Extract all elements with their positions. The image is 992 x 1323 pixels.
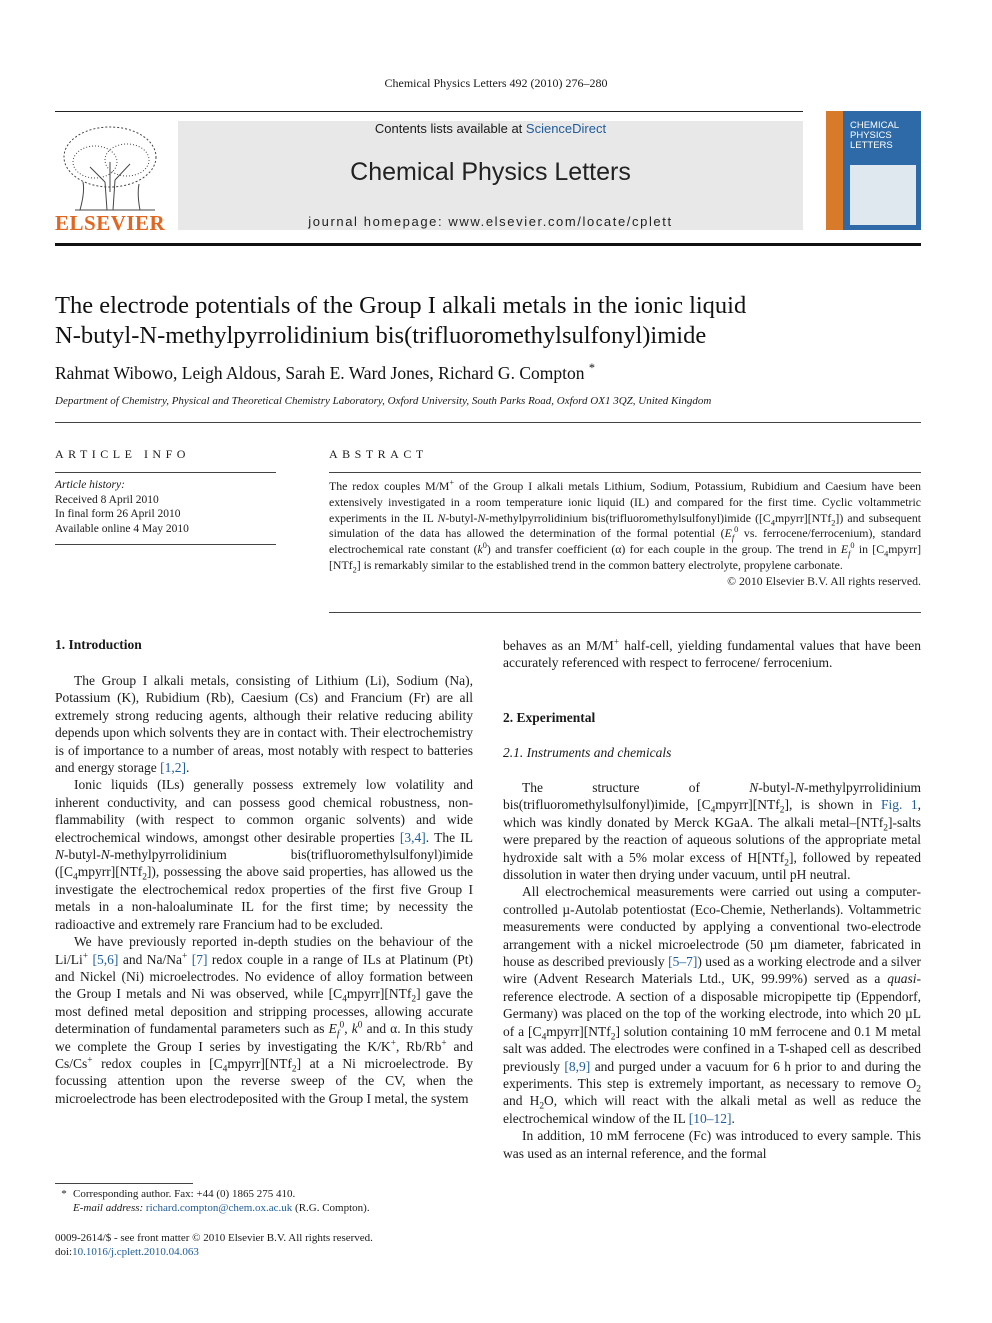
doi-link[interactable]: 10.1016/j.cplett.2010.04.063 [72,1246,199,1258]
article-history: Article history: Received 8 April 2010 In final form 26 April 2010 Available online 4 May 2010 [55,479,189,535]
elsevier-wordmark[interactable]: ELSEVIER [55,211,166,235]
journal-homepage[interactable]: journal homepage: www.elsevier.com/locate/cplett [308,214,673,229]
footnote: * Corresponding author. Fax: +44 (0) 1865 275 410. E-mail address: richard.compton@chem.ox.ac.uk (R.G. Compton). [61,1188,370,1214]
footnote-rule [55,1183,193,1184]
abstract-copyright: © 2010 Elsevier B.V. All rights reserved. [727,573,921,588]
header-rule [55,111,803,112]
abstract-bottom-rule [329,612,921,613]
article-info-bottom-rule [55,544,276,545]
abstract-rule [329,472,921,473]
experimental-body: The structure of N-butyl-N-methylpyrrolidinium bis(trifluoromethylsulfonyl)imide, $[C_4mpyrr][NTf_2]$, is shown in Fig. 1, which was kindly donated by Merck KGaA. The alkali metal–[NTf$_2$]-salts were prepared by the reaction of aqueous solutions of the appropriate metal hydroxide salt with a 5% molar excess of H[NTf$_2$], followed by repeated dissolution in water then drying under vacuum, until pH neutral. All electrochemical measurements were carried out using a computer-controlled µ-Autolab potentiostat (Eco-Chemie, Netherlands). Voltammetric measurements were conducted by applying a conventional two-electrode arrangement with a nickel microelectrode (50 µm diameter, fabricated in house as described previously [5–7]) used as a working electrode and a silver wire (Advent Research Materials Ltd., UK, 99.99%) served as a quasi-reference electrode. A section of a disposable micropipette tip (Eppendorf, Germany) was placed on the top of the working electrode, into which 20 µL of a $[C_4mpyrr][NTf_2]$ solution containing 10 mM ferrocene and 0.1 M metal salt was added. The electrodes were confined in a T-shaped cell as described previously [8,9] and purged under a vacuum for 6 h prior to and during the experiments. This step is extremely important, as necessary to remove $O_2$ and $H_2O$, which will react with the alkali metal as well as reduce the electrochemical window of the IL [10–12]. In addition, 10 mM ferrocene (Fc) was introduced to every sample. This was used as an internal reference, and the formal [503,780,921,1161]
contents-line [178,121,803,136]
article-title: The electrode potentials of the Group I alkali metals in the ionic liquid N-butyl-N-methylpyrrolidinium bis(trifluoromethylsulfonyl)imide [55,292,747,349]
sciencedirect-link[interactable]: ScienceDirect [525,121,607,136]
info-rule [55,422,921,423]
article-info-heading: ARTICLE INFO [55,447,190,461]
corresponding-author-mark[interactable]: * [588,361,595,376]
abstract-heading: ABSTRACT [329,447,428,461]
abstract-text: The redox couples M/M+ of the Group I alkali metals Lithium, Sodium, Potassium, Rubidium and Caesium have been extensively investigated in a room temperature ionic liquid (IL) and compared for the first time. Cyclic voltammetric experiments in the IL N-butyl-N-methylpyrrolidinium bis(trifluoromethylsulfonyl)imide $([C_4mpyrr][NTf_2])$ and subsequent simulation of the data has allowed the determination of the formal potential ($E_f^0$ vs. ferrocene/ferrocenium), standard electrochemical rate constant $(k^0)$ and transfer coefficient (α) for each couple in the group. The trend in $E_f^0$ in $[C_4mpyrr][NTf_2]$ is remarkably similar to the established trend in the common battery electrolyte, propylene carbonate. © 2010 Elsevier B.V. All rights reserved. [329,478,921,588]
section-heading-experimental: 2. Experimental [503,710,596,725]
contents-prefix: Contents lists available at [374,121,526,136]
email-link[interactable]: richard.compton@chem.ox.ac.uk [145,1202,293,1214]
cover-title: CHEMICAL PHYSICS LETTERS [850,120,900,151]
cover-figure [850,165,916,225]
subsection-heading-instruments: 2.1. Instruments and chemicals [503,745,672,760]
front-matter-info: 0009-2614/$ - see front matter © 2010 Elsevier B.V. All rights reserved. doi:10.1016/j.cplett.2010.04.063 [55,1232,373,1258]
header-thick-rule [55,243,921,246]
journal-cover-thumbnail[interactable] [826,111,921,230]
journal-citation: Chemical Physics Letters 492 (2010) 276–280 [384,76,608,90]
introduction-body: The Group I alkali metals, consisting of Lithium (Li), Sodium (Na), Potassium (K), Rubidium (Rb), Caesium (Cs) and Francium (Fr) are all extremely strong reducing agents, although their relative reducing ability depends upon which solvents they are in contact with. Their electrochemistry is of importance to a number of areas, most notably with respect to batteries and energy storage [1,2]. Ionic liquids (ILs) generally possess extremely low volatility and inherent conductivity, and can possess good chemical robustness, non-flammability (with respect to common organic solvents) and wide electrochemical windows, amongst other desirable properties [3,4]. The IL N-butyl-N-methylpyrrolidinium bis(trifluoromethylsulfonyl)imide $([C_4mpyrr][NTf_2])$, possessing the above said properties, has allowed us the investigate the electrochemical redox properties of the first five Group I metals in a non-haloaluminate IL for the first time; by necessity the radioactive and extremely rare Francium had to be excluded. We have previously reported in-depth studies on the behaviour of the Li/Li+ [5,6] and Na/Na+ [7] redox couple in a range of ILs at Platinum (Pt) and Nickel (Ni) microelectrodes. No evidence of alloy formation between the Group I metals and Ni was observed, while $[C_4mpyrr][NTf_2]$ gave the most defined metal deposition and stripping processes, allowing accurate determination of fundamental parameters such as $E_f^0$, $k^0$ and α. In this study we complete the Group I series by investigating the K/K+, Rb/Rb+ and Cs/Cs+ redox couples in $[C_4mpyrr][NTf_2]$ at a Ni microelectrode. By focussing attention upon the reverse sweep of the CV, when the microelectrode has been electrodeposited with the Group I metal, the system [55,673,474,1106]
cover-strip [826,111,843,230]
affiliation: Department of Chemistry, Physical and Theoretical Chemistry Laboratory, Oxford University, South Parks Road, Oxford OX1 3QZ, United Kingdom [55,395,712,407]
introduction-body-continued: behaves as an M/M+ half-cell, yielding fundamental values that have been accurately referenced with respect to ferrocene/ ferrocenium. [503,637,921,671]
article-info-rule [55,472,276,473]
section-heading-introduction: 1. Introduction [55,637,142,652]
author-list: Rahmat Wibowo, Leigh Aldous, Sarah E. Ward Jones, Richard G. Compton * [55,361,595,383]
journal-title: Chemical Physics Letters [350,158,631,186]
